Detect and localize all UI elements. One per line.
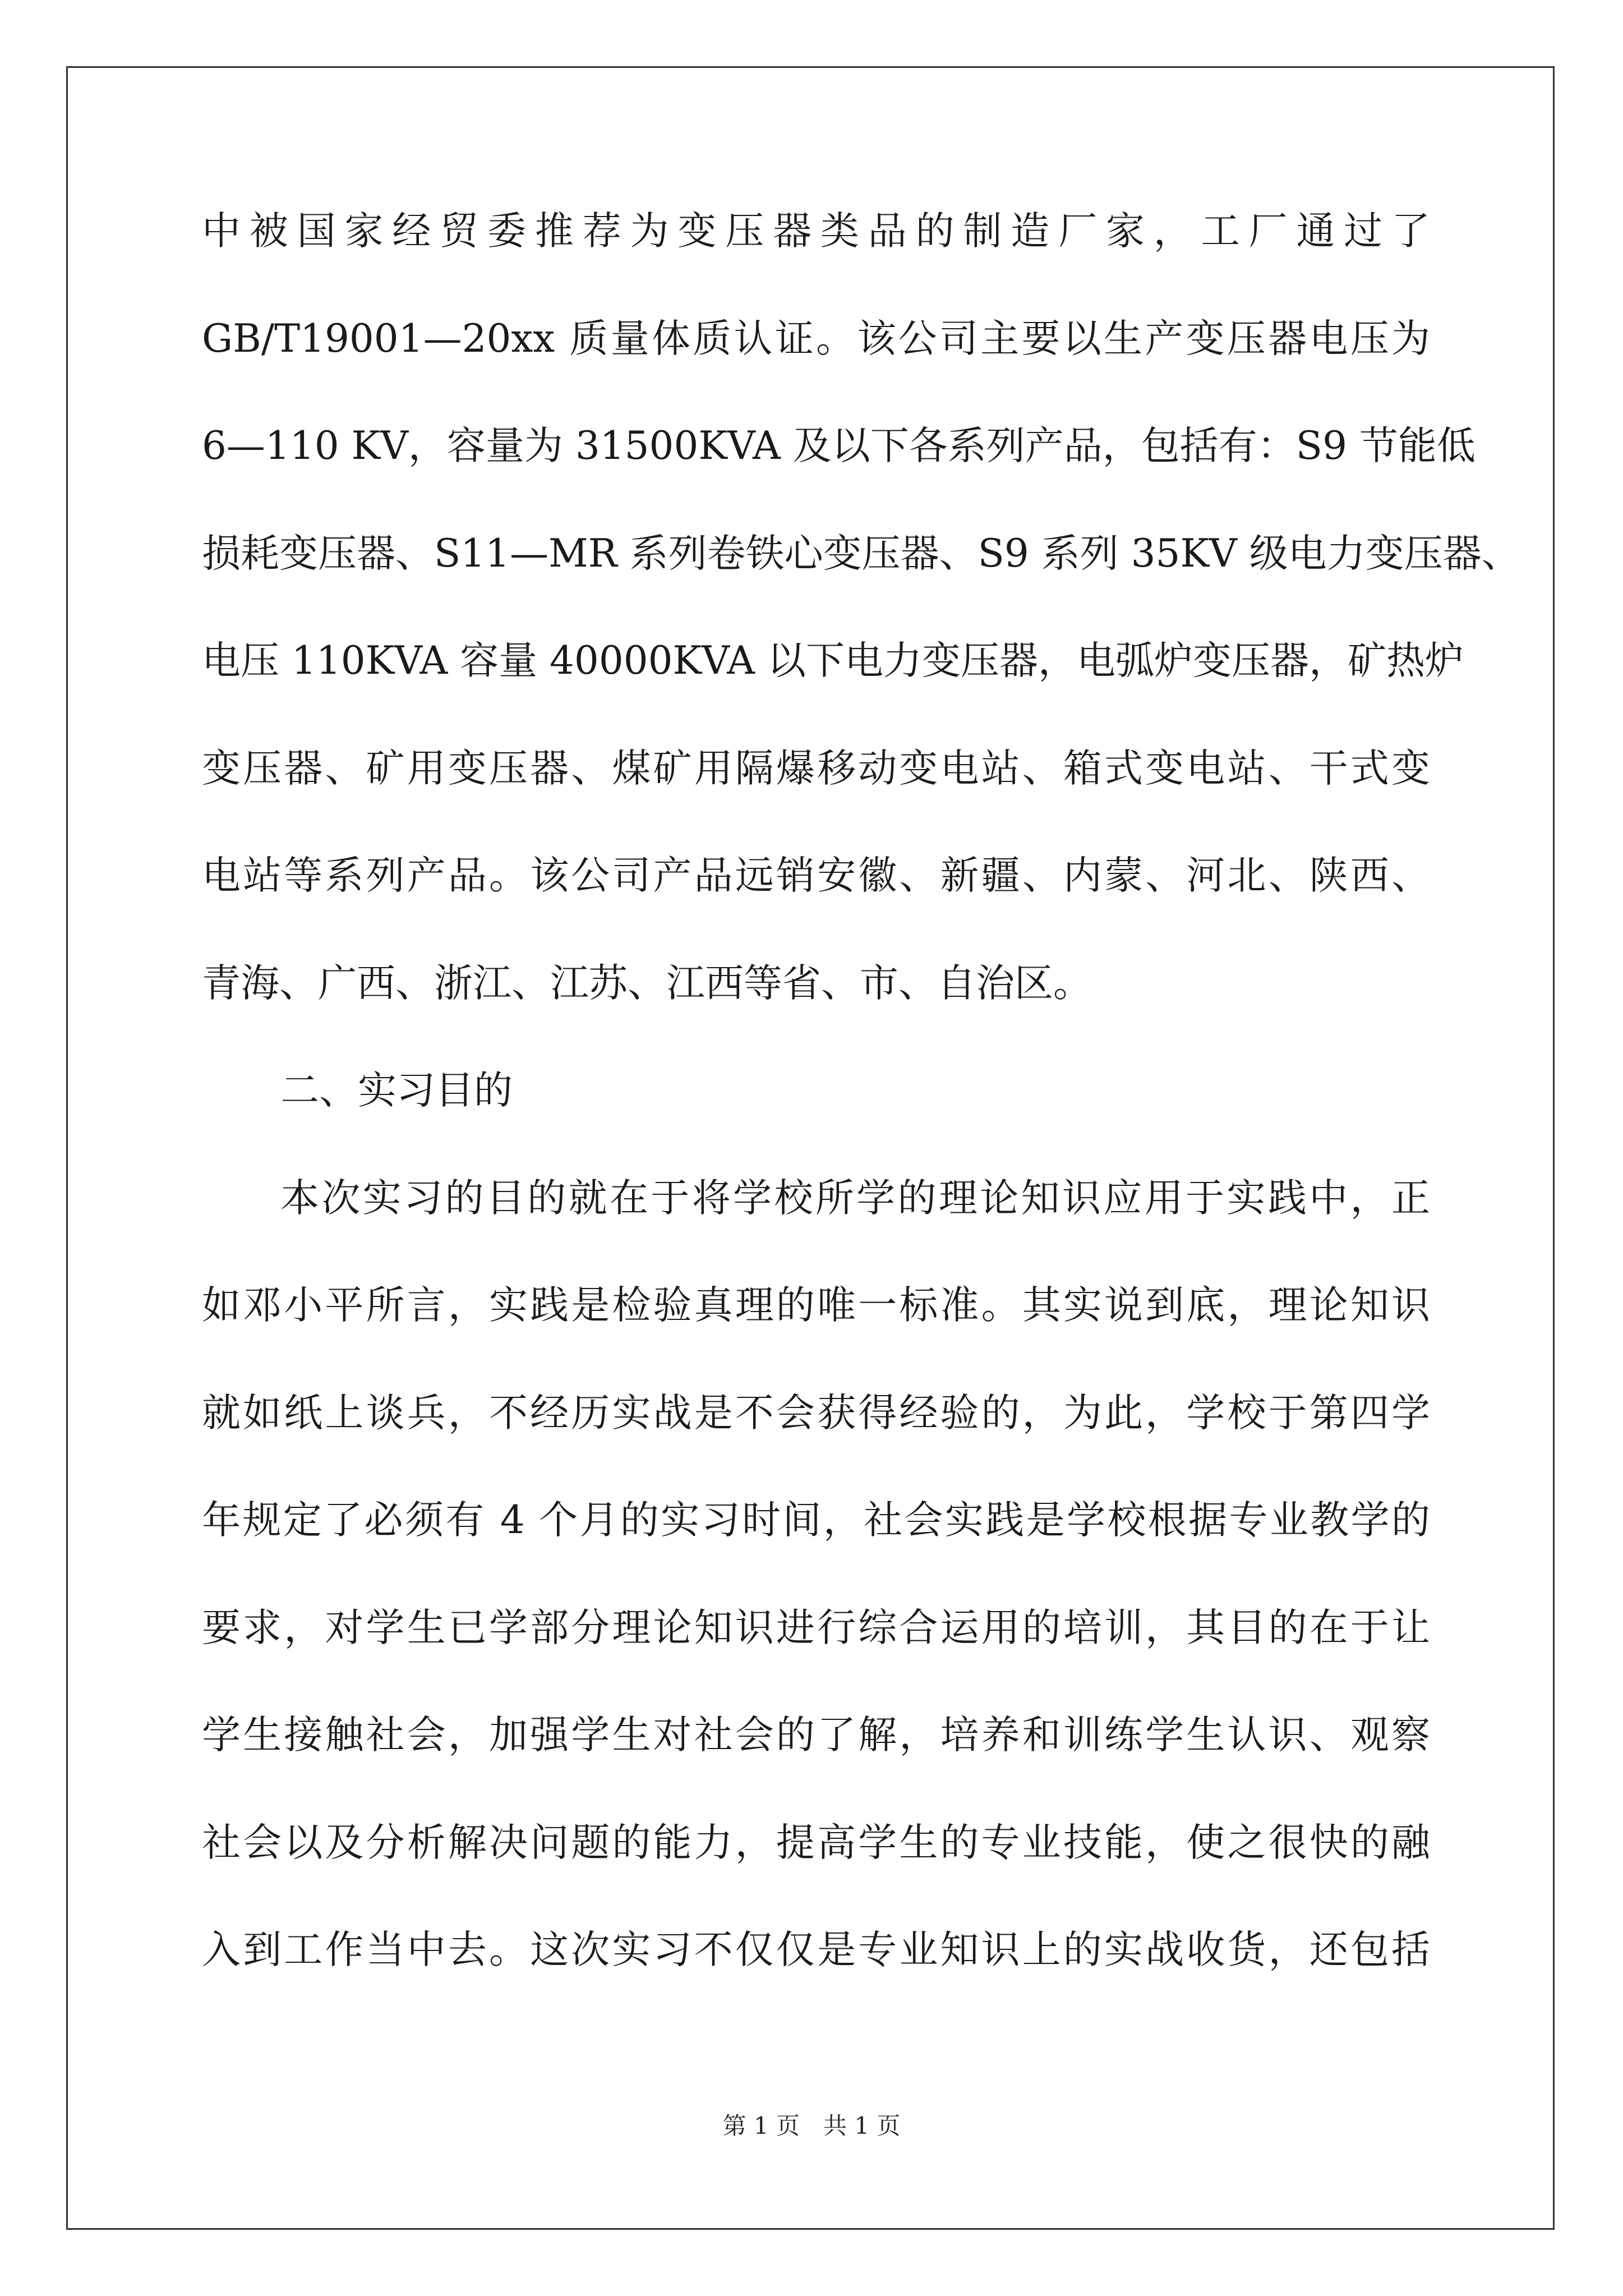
body-line: 中被国家经贸委推荐为变压器类品的制造厂家，工厂通过了 (202, 209, 1430, 254)
body-line: GB/T19001—20xx 质量体质认证。该公司主要以生产变压器电压为 (202, 316, 1430, 361)
document-body (202, 197, 1520, 2024)
body-line: 学生接触社会，加强学生对社会的了解，培养和训练学生认识、观察 (202, 1713, 1430, 1757)
body-line: 如邓小平所言，实践是检验真理的唯一标准。其实说到底，理论知识 (202, 1283, 1430, 1328)
body-line: 变压器、矿用变压器、煤矿用隔爆移动变电站、箱式变电站、干式变 (202, 746, 1430, 791)
body-line: 入到工作当中去。这次实习不仅仅是专业知识上的实战收货，还包括 (202, 1927, 1430, 1972)
body-line: 青海、广西、浙江、江苏、江西等省、市、自治区。 (202, 960, 1092, 1006)
page-number-footer: 第 1 页 共 1 页 (722, 2112, 901, 2139)
body-line: 就如纸上谈兵，不经历实战是不会获得经验的，为此，学校于第四学 (202, 1390, 1430, 1435)
body-line: 6—110 KV，容量为 31500KVA 及以下各系列产品，包括有：S9 节能低 (202, 424, 1476, 468)
body-line: 本次实习的目的就在于将学校所学的理论知识应用于实践中，正 (280, 1175, 1430, 1221)
body-line: 社会以及分析解决问题的能力，提高学生的专业技能，使之很快的融 (202, 1820, 1430, 1865)
body-line: 要求，对学生已学部分理论知识进行综合运用的培训，其目的在于让 (202, 1605, 1430, 1650)
section-heading: 二、实习目的 (280, 1068, 513, 1113)
body-line: 电站等系列产品。该公司产品远销安徽、新疆、内蒙、河北、陕西、 (202, 853, 1430, 898)
body-line: 电压 110KVA 容量 40000KVA 以下电力变压器，电弧炉变压器，矿热炉 (202, 638, 1464, 683)
body-line: 损耗变压器、S11—MR 系列卷铁心变压器、S9 系列 35KV 级电力变压器、 (202, 531, 1520, 576)
body-line: 年规定了必须有 4 个月的实习时间，社会实践是学校根据专业教学的 (202, 1498, 1430, 1543)
